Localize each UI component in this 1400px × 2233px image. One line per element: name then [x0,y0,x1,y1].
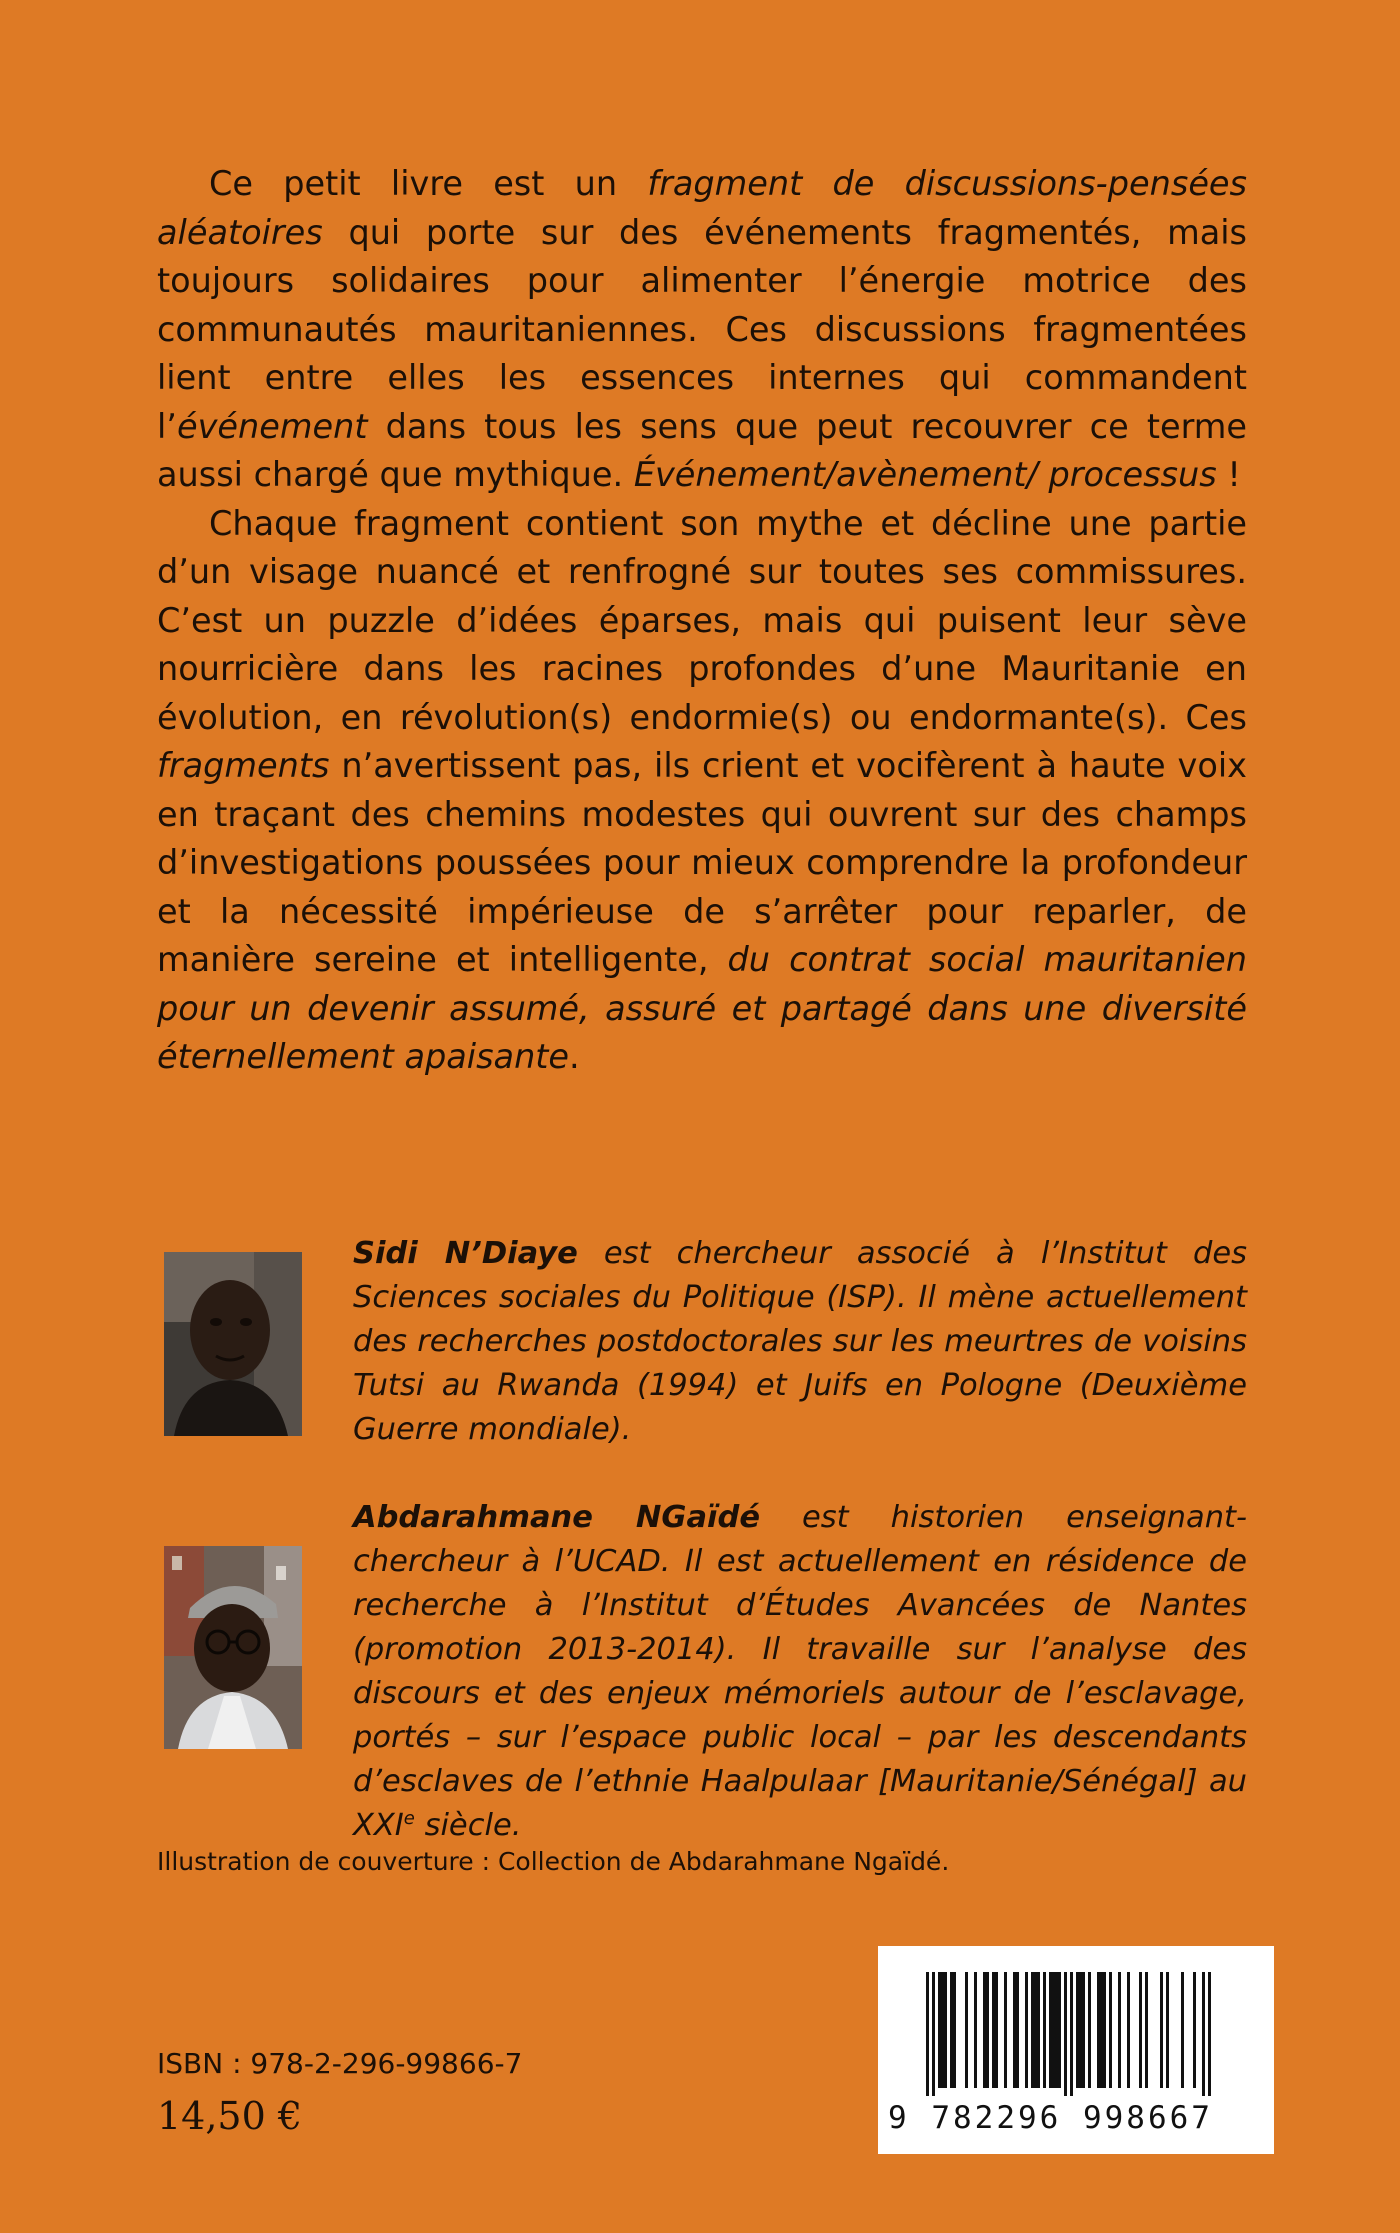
barcode-bar [1088,1972,1091,2088]
isbn: ISBN : 978-2-296-99866-7 [157,2047,523,2080]
barcode-bar [1055,1972,1058,2088]
barcode-bar [1127,1972,1130,2088]
barcode-bar [1034,1972,1037,2088]
author-name: Sidi N’Diaye [353,1236,578,1271]
barcode-bar [1004,1972,1007,2088]
barcode-bar [1031,1972,1034,2088]
barcode-digits: 9 782296 998667 [888,2100,1213,2136]
barcode-bar [1166,1972,1169,2088]
barcode-bar [1208,1972,1211,2096]
barcode-bar [938,1972,941,2088]
barcode-bar [965,1972,968,2088]
barcode-bar [1160,1972,1163,2088]
barcode-bar [1013,1972,1016,2088]
barcode-bar [1109,1972,1112,2088]
blurb-emphasis: du contrat social mauritanien pour un devenir assumé, assuré et partagé dans une diversité éternellement apaisante [157,940,1247,1076]
blurb-text: ! [1216,455,1241,494]
barcode-bar [1145,1972,1148,2088]
barcode-bar [953,1972,956,2088]
barcode-bar [1103,1972,1106,2088]
barcode-bar [941,1972,944,2088]
barcode-bar [1049,1972,1052,2088]
barcode-bar [1037,1972,1040,2088]
barcode-bar [1016,1972,1019,2088]
barcode-bar [1043,1972,1046,2088]
blurb-text: Chaque fragment contient son mythe et décline une partie d’un visage nuancé et renfrogné sur toutes ses commissures. C’est un puzzle d’idées éparses, mais qui puisent leur sève nourricière dans les racines profondes d’une Mauritanie en évolution, en révolution(s) endormie(s) ou endormante(s). Ces [157,503,1247,737]
price: 14,50 € [157,2094,303,2138]
barcode-bar [1193,1972,1196,2088]
barcode-bar [1076,1972,1079,2088]
barcode-bars [878,1946,1274,2096]
barcode-bar [983,1972,986,2088]
superscript: e [403,1807,415,1829]
barcode-bar [1052,1972,1055,2088]
barcode-bar [1100,1972,1103,2088]
barcode-bar [1064,1972,1067,2096]
barcode [878,1946,1274,2154]
blurb-text: qui porte sur des événements fragmentés, mais toujours solidaires pour alimenter l’énergie motrice des communautés mauritaniennes. Ces discussions fragmentées lient entre elles les essences internes qui commandent l’ [157,212,1247,446]
author-bio-2 [353,1496,1247,1848]
blurb-emphasis: Événement/avènement/ processus [633,455,1217,494]
barcode-bar [992,1972,995,2088]
barcode-bar [1097,1972,1100,2088]
author-bio-text: est historien enseignant-chercheur à l’UCAD. Il est actuellement en résidence de recherche à l’Institut d’Études Avancées de Nantes (promotion 2013-2014). Il travaille sur l’analyse des discours et des enjeux mémoriels autour de l’esclavage, portés – sur l’espace public local – par les descendants d’esclaves de l’ethnie Haalpulaar [Mauritanie/Sénégal] au XXI [353,1500,1247,1843]
blurb-emphasis: événement [176,406,368,446]
barcode-bar [1181,1972,1184,2088]
barcode-bar [1202,1972,1205,2096]
barcode-bar [986,1972,989,2088]
barcode-bar [1139,1972,1142,2088]
blurb-text: n’avertissent pas, ils crient et vocifèrent à haute voix en traçant des chemins modestes qui ouvrent sur des champs d’investigations poussées pour mieux comprendre la profondeur et la nécessité impérieuse de s’arrêter pour reparler, de manière sereine et intelligente, [157,746,1247,979]
barcode-bar [1082,1972,1085,2088]
barcode-bar [974,1972,977,2088]
cover-illustration-credit: Illustration de couverture : Collection de Abdarahmane Ngaïdé. [157,1847,950,1876]
author-photo-sidi-ndiaye [164,1252,302,1436]
barcode-bar [1025,1972,1028,2088]
author-bio-1 [353,1232,1247,1452]
blurb-paragraph-2 [157,500,1247,1082]
portrait-icon [164,1252,302,1436]
portrait-icon [164,1546,302,1749]
barcode-bar [1118,1972,1121,2088]
blurb-text: Ce petit livre est un [209,164,648,203]
barcode-bar [1058,1972,1061,2088]
blurb-text: . [569,1037,580,1076]
back-cover-blurb [157,160,1247,1082]
barcode-bar [932,1972,935,2096]
barcode-bar [995,1972,998,2088]
author-bio-text: est chercheur associé à l’Institut des Sciences sociales du Politique (ISP). Il mène actuellement des recherches postdoctorales sur les meurtres de voisins Tutsi au Rwanda (1994) et Juifs en Pologne (Deuxième Guerre mondiale). [353,1236,1247,1447]
barcode-bar [944,1972,947,2088]
author-bio-text: siècle. [414,1808,522,1843]
barcode-bar [950,1972,953,2088]
blurb-paragraph-1 [157,160,1247,500]
blurb-emphasis: fragments [157,746,330,785]
author-photo-abdarahmane-ngaide [164,1546,302,1749]
blurb-emphasis: fragment de discussions-pensées aléatoires [157,164,1247,252]
blurb-text: dans tous les sens que peut recouvrer ce terme aussi chargé que mythique. [157,406,1247,494]
barcode-bar [926,1972,929,2096]
author-name: Abdarahmane NGaïdé [353,1500,761,1535]
barcode-bar [1070,1972,1073,2096]
barcode-bar [1079,1972,1082,2088]
